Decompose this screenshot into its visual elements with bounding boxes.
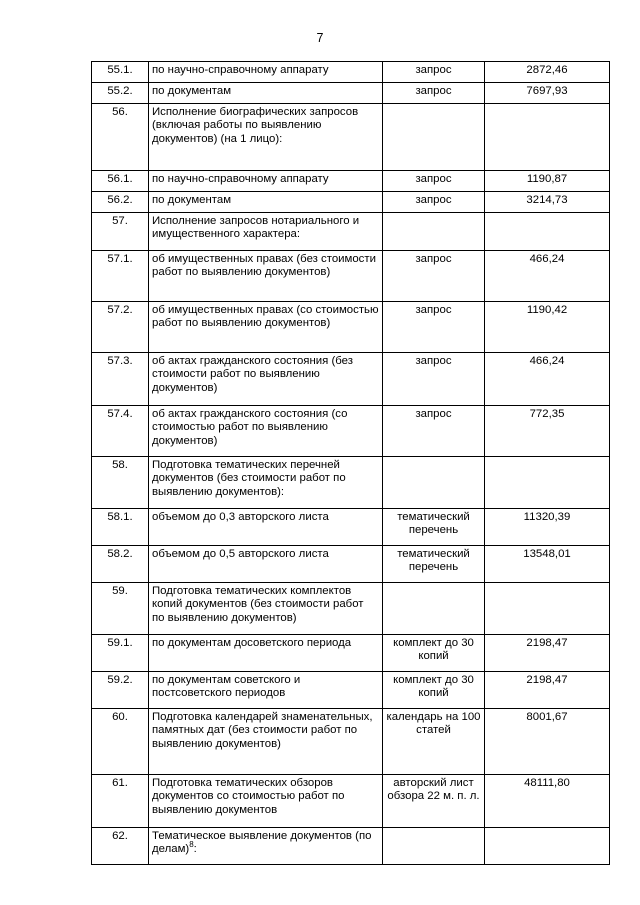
row-number: 56.1. [92,171,149,192]
price: 466,24 [485,251,610,302]
service-name-text: Тематическое выявление документов (по делам) [152,830,372,856]
price: 48111,80 [485,775,610,828]
price: 8001,67 [485,709,610,775]
unit-of-measure: запрос [383,192,485,213]
unit-of-measure [383,104,485,171]
row-number: 57. [92,213,149,251]
table-row [92,775,610,828]
price: 13548,01 [485,546,610,583]
row-number: 55.1. [92,62,149,83]
unit-of-measure: комплект до 30 копий [383,672,485,709]
unit-of-measure: запрос [383,302,485,353]
row-number: 56. [92,104,149,171]
row-number: 57.4. [92,406,149,457]
table-row [92,171,610,192]
unit-of-measure [383,828,485,865]
unit-of-measure: запрос [383,83,485,104]
service-name: об актах гражданского состояния (без стоимости работ по выявлению документов) [149,353,383,406]
unit-of-measure: запрос [383,62,485,83]
row-number: 56.2. [92,192,149,213]
service-name: объемом до 0,3 авторского листа [149,509,383,546]
table-row [92,457,610,509]
price: 3214,73 [485,192,610,213]
row-number: 59.1. [92,635,149,672]
table-row [92,251,610,302]
table-row [92,406,610,457]
row-number: 59.2. [92,672,149,709]
service-name: об имущественных правах (без стоимости работ по выявлению документов) [149,251,383,302]
row-number: 57.2. [92,302,149,353]
unit-of-measure: запрос [383,171,485,192]
row-number: 58.2. [92,546,149,583]
price: 1190,87 [485,171,610,192]
row-number: 61. [92,775,149,828]
row-number: 59. [92,583,149,635]
service-name: Исполнение биографических запросов (включая работы по выявлению документов) (на 1 лицо): [149,104,383,171]
price: 772,35 [485,406,610,457]
service-name: об имущественных правах (со стоимостью работ по выявлению документов) [149,302,383,353]
service-name-suffix: : [193,843,197,856]
unit-of-measure: запрос [383,251,485,302]
price-table [91,61,610,865]
service-name: Подготовка тематических обзоров документов со стоимостью работ по выявлению документов [149,775,383,828]
row-number: 55.2. [92,83,149,104]
table-row [92,635,610,672]
service-name [149,828,383,865]
unit-of-measure: тематический перечень [383,546,485,583]
row-number: 57.3. [92,353,149,406]
price [485,213,610,251]
price [485,583,610,635]
table-row [92,213,610,251]
service-name: по документам [149,192,383,213]
row-number: 57.1. [92,251,149,302]
footnote-marker: 8 [189,840,194,850]
service-name: Подготовка календарей знаменательных, памятных дат (без стоимости работ по выявлению документов) [149,709,383,775]
table-row [92,583,610,635]
price: 1190,42 [485,302,610,353]
table-row [92,353,610,406]
table-body [92,62,610,865]
service-name: Подготовка тематических комплектов копий документов (без стоимости работ по выявлению документов) [149,583,383,635]
table-row [92,83,610,104]
price: 466,24 [485,353,610,406]
unit-of-measure: запрос [383,353,485,406]
price: 11320,39 [485,509,610,546]
table-row [92,104,610,171]
price [485,828,610,865]
table-row [92,828,610,865]
price: 2872,46 [485,62,610,83]
unit-of-measure: календарь на 100 статей [383,709,485,775]
service-name: по документам советского и постсоветского периодов [149,672,383,709]
unit-of-measure: авторский лист обзора 22 м. п. л. [383,775,485,828]
table-row [92,509,610,546]
row-number: 58. [92,457,149,509]
table-row [92,62,610,83]
unit-of-measure [383,583,485,635]
table-row [92,302,610,353]
service-name: об актах гражданского состояния (со стоимостью работ по выявлению документов) [149,406,383,457]
price [485,457,610,509]
service-name: по научно-справочному аппарату [149,171,383,192]
service-name: Подготовка тематических перечней документов (без стоимости работ по выявлению документов): [149,457,383,509]
service-name: по научно-справочному аппарату [149,62,383,83]
service-name: объемом до 0,5 авторского листа [149,546,383,583]
row-number: 62. [92,828,149,865]
table-row [92,546,610,583]
unit-of-measure: комплект до 30 копий [383,635,485,672]
service-name: по документам [149,83,383,104]
page-number: 7 [316,31,324,45]
table-row [92,672,610,709]
price: 7697,93 [485,83,610,104]
price [485,104,610,171]
service-name: по документам досоветского периода [149,635,383,672]
price: 2198,47 [485,672,610,709]
unit-of-measure [383,457,485,509]
table-row [92,709,610,775]
service-name: Исполнение запросов нотариального и имущественного характера: [149,213,383,251]
unit-of-measure: тематический перечень [383,509,485,546]
unit-of-measure: запрос [383,406,485,457]
row-number: 60. [92,709,149,775]
price: 2198,47 [485,635,610,672]
row-number: 58.1. [92,509,149,546]
unit-of-measure [383,213,485,251]
table-row [92,192,610,213]
